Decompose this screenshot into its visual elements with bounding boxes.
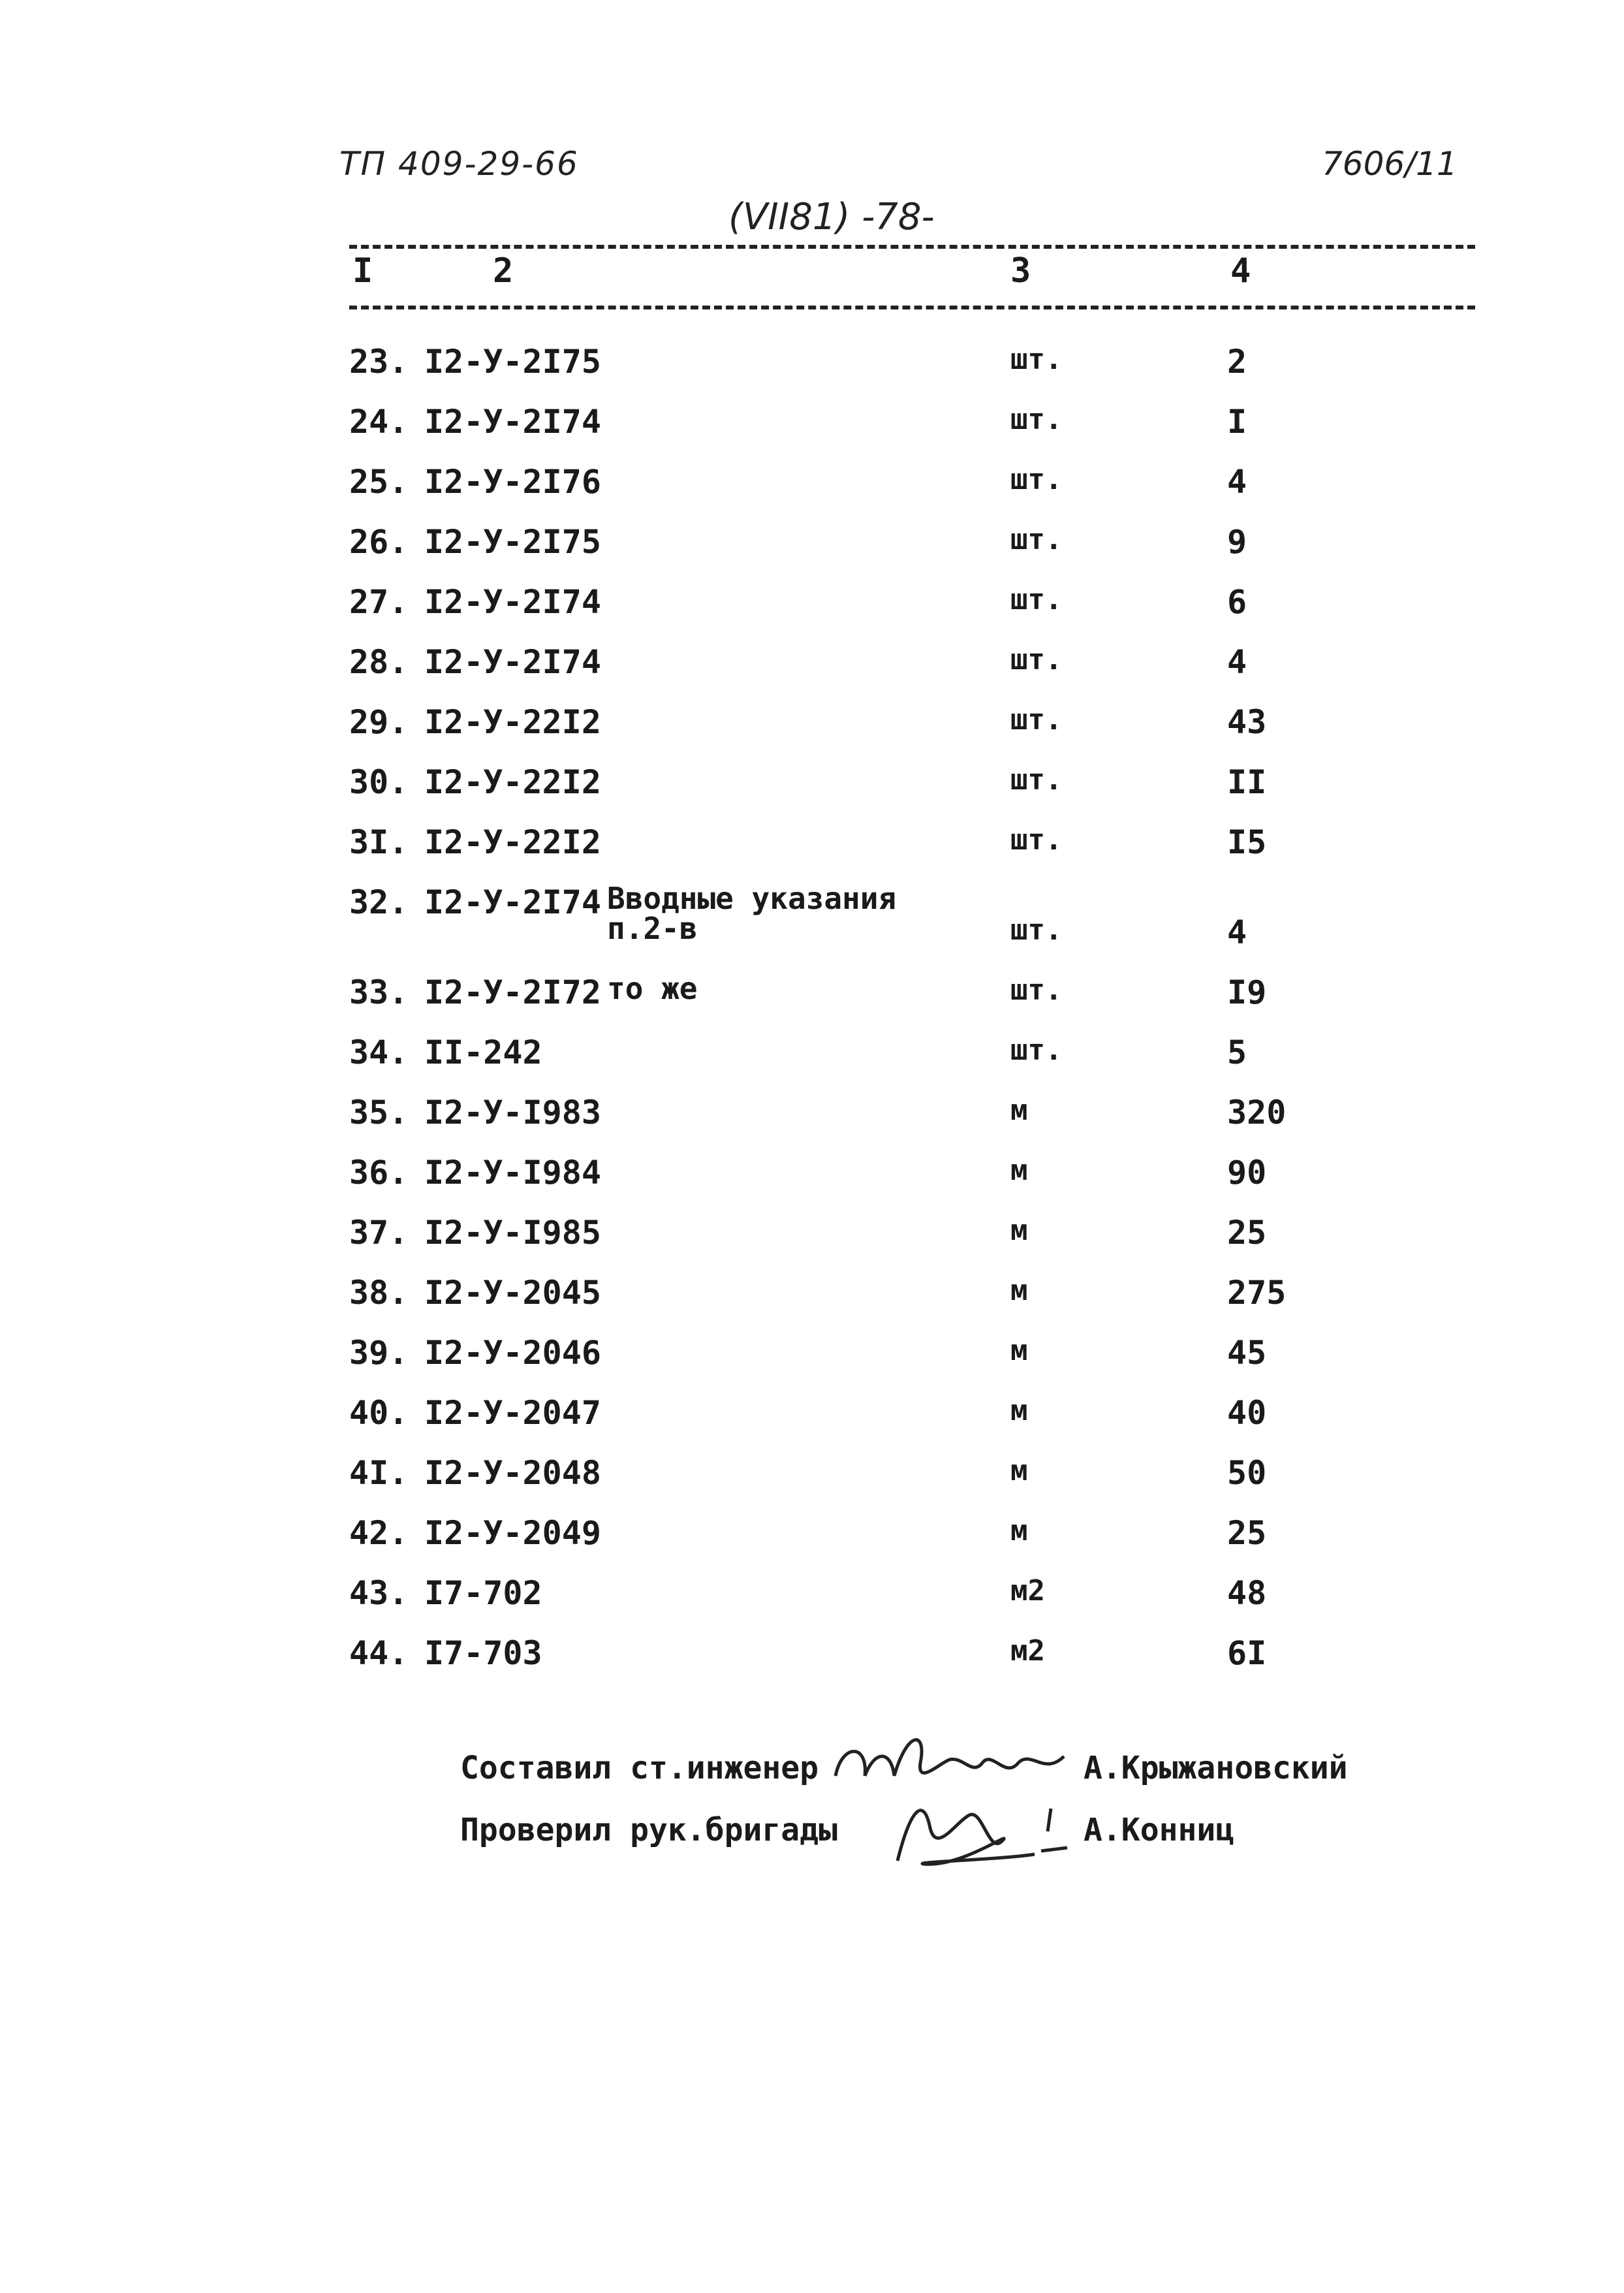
item-code: I2-У-2I72 [424, 973, 601, 1011]
column-header-4: 4 [1230, 251, 1251, 291]
row-number: 34. [349, 1034, 409, 1071]
table-row [0, 1154, 1624, 1214]
quantity: 43 [1227, 703, 1267, 741]
unit: шт. [1010, 463, 1063, 496]
item-code: I2-У-2I75 [424, 343, 601, 381]
unit: шт. [1010, 823, 1063, 857]
table-row [0, 403, 1624, 463]
quantity: 4 [1227, 463, 1247, 501]
column-header-3: 3 [1010, 251, 1031, 291]
unit: м [1010, 1154, 1028, 1187]
table-row [0, 583, 1624, 643]
unit: м [1010, 1334, 1028, 1367]
quantity: 4 [1227, 913, 1247, 951]
table-row [0, 1034, 1624, 1094]
quantity: 45 [1227, 1334, 1267, 1372]
item-code: I2-У-I985 [424, 1214, 601, 1252]
unit: м [1010, 1394, 1028, 1427]
row-number: 42. [349, 1514, 409, 1552]
item-code: I2-У-22I2 [424, 763, 601, 801]
item-note: то же [607, 971, 698, 1006]
unit: м [1010, 1514, 1028, 1547]
quantity: I5 [1227, 823, 1267, 861]
table-row [0, 1274, 1624, 1334]
row-number: 27. [349, 583, 409, 621]
quantity: 6I [1227, 1634, 1267, 1672]
quantity: II [1227, 763, 1267, 801]
item-code: I2-У-2I75 [424, 523, 601, 561]
unit: м [1010, 1214, 1028, 1247]
item-code: I2-У-22I2 [424, 703, 601, 741]
item-code: I7-702 [424, 1574, 542, 1612]
row-number: 43. [349, 1574, 409, 1612]
quantity: 2 [1227, 343, 1247, 381]
quantity: 9 [1227, 523, 1247, 561]
item-code: I2-У-2I74 [424, 403, 601, 441]
table-row [0, 823, 1624, 883]
unit: шт. [1010, 703, 1063, 736]
quantity: 4 [1227, 643, 1247, 681]
table-row [0, 463, 1624, 523]
unit: м [1010, 1094, 1028, 1127]
table-row [0, 1514, 1624, 1574]
row-number: 33. [349, 973, 409, 1011]
row-number: 38. [349, 1274, 409, 1312]
quantity: I [1227, 403, 1247, 441]
column-header-2: 2 [493, 251, 514, 291]
item-code: I2-У-2I74 [424, 643, 601, 681]
unit: шт. [1010, 643, 1063, 676]
compiled-by-name: А.Крыжановский [1084, 1750, 1348, 1786]
checked-by-name: А.Конниц [1084, 1812, 1235, 1848]
table-row [0, 763, 1624, 823]
row-number: 25. [349, 463, 409, 501]
quantity: 50 [1227, 1454, 1267, 1492]
table-row [0, 1394, 1624, 1454]
table-row [0, 643, 1624, 703]
row-number: 24. [349, 403, 409, 441]
row-number: 39. [349, 1334, 409, 1372]
unit: шт. [1010, 913, 1063, 947]
unit: шт. [1010, 763, 1063, 797]
item-code: I2-У-I984 [424, 1154, 601, 1192]
item-code: I7-703 [424, 1634, 542, 1672]
item-code: I2-У-2047 [424, 1394, 601, 1432]
table-row [0, 1574, 1624, 1634]
quantity: 90 [1227, 1154, 1267, 1192]
unit: шт. [1010, 523, 1063, 556]
dashed-rule-bottom [349, 306, 1475, 309]
table-row [0, 1334, 1624, 1394]
row-number: 26. [349, 523, 409, 561]
column-header-1: I [352, 251, 373, 291]
item-code: I2-У-I983 [424, 1094, 601, 1131]
item-note: Вводные указания п.2-в [607, 881, 897, 946]
unit: м [1010, 1454, 1028, 1487]
unit: м2 [1010, 1574, 1045, 1607]
row-number: 4I. [349, 1454, 409, 1492]
row-number: 40. [349, 1394, 409, 1432]
quantity: 5 [1227, 1034, 1247, 1071]
quantity: 275 [1227, 1274, 1287, 1312]
item-code: I2-У-2I74 [424, 583, 601, 621]
unit: м2 [1010, 1634, 1045, 1668]
row-number: 29. [349, 703, 409, 741]
table-row [0, 973, 1624, 1034]
row-number: 37. [349, 1214, 409, 1252]
dashed-rule-top [349, 245, 1475, 249]
page-label: (VII81) -78- [725, 196, 939, 238]
unit: шт. [1010, 973, 1063, 1007]
table-row [0, 883, 1624, 973]
checked-by-role: Проверил рук.бригады [460, 1812, 837, 1848]
row-number: 32. [349, 883, 409, 921]
item-table [0, 343, 1624, 1694]
table-row [0, 523, 1624, 583]
table-row [0, 1214, 1624, 1274]
row-number: 44. [349, 1634, 409, 1672]
table-row [0, 1094, 1624, 1154]
row-number: 30. [349, 763, 409, 801]
row-number: 35. [349, 1094, 409, 1131]
row-number: 23. [349, 343, 409, 381]
table-row [0, 703, 1624, 763]
document-number: 7606/11 [1322, 145, 1458, 183]
item-code: I2-У-2I76 [424, 463, 601, 501]
quantity: 25 [1227, 1214, 1267, 1252]
compiled-by-role: Составил ст.инженер [460, 1750, 819, 1786]
table-row [0, 343, 1624, 403]
table-row [0, 1634, 1624, 1694]
row-number: 36. [349, 1154, 409, 1192]
signature-checked-graphic [884, 1782, 1080, 1874]
item-code: I2-У-2048 [424, 1454, 601, 1492]
table-row [0, 1454, 1624, 1514]
item-code: I2-У-2049 [424, 1514, 601, 1552]
unit: шт. [1010, 403, 1063, 436]
unit: шт. [1010, 343, 1063, 376]
item-code: I2-У-2046 [424, 1334, 601, 1372]
quantity: I9 [1227, 973, 1267, 1011]
unit: шт. [1010, 1034, 1063, 1067]
quantity: 320 [1227, 1094, 1287, 1131]
quantity: 40 [1227, 1394, 1267, 1432]
row-number: 3I. [349, 823, 409, 861]
row-number: 28. [349, 643, 409, 681]
item-code: I2-У-2045 [424, 1274, 601, 1312]
item-code: I2-У-2I74 [424, 883, 601, 921]
quantity: 25 [1227, 1514, 1267, 1552]
unit: шт. [1010, 583, 1063, 616]
quantity: 6 [1227, 583, 1247, 621]
document-code: ТП 409-29-66 [339, 145, 579, 183]
item-code: I2-У-22I2 [424, 823, 601, 861]
unit: м [1010, 1274, 1028, 1307]
item-code: II-242 [424, 1034, 542, 1071]
quantity: 48 [1227, 1574, 1267, 1612]
